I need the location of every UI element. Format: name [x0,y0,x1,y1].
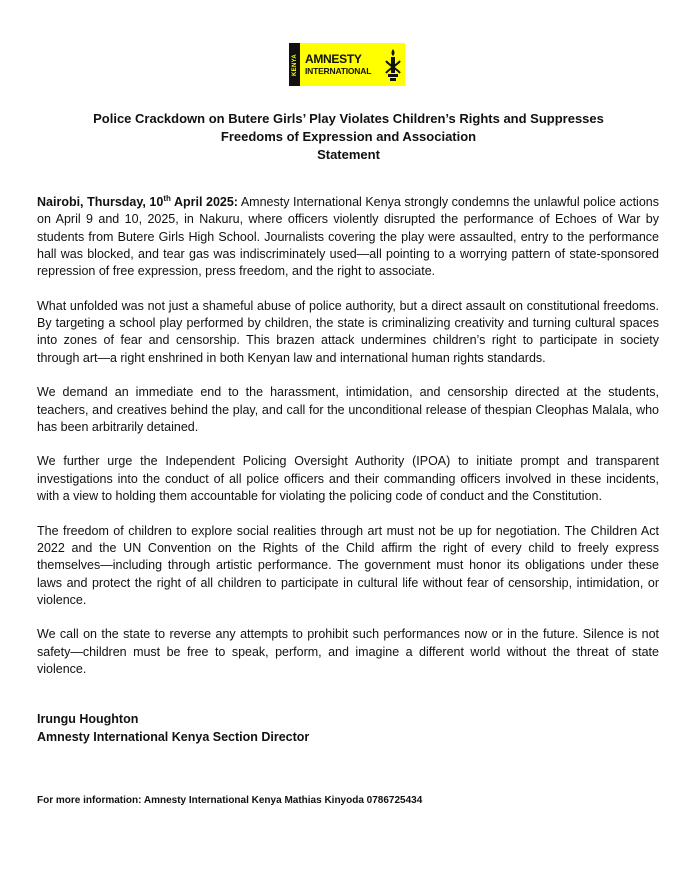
title-line-3: Statement [317,147,380,162]
paragraph-1 [37,194,659,280]
paragraph-5: The freedom of children to explore social realities through art must not be up for negotiation. The Children Act 2022 and the UN Convention on the Rights of the Child affirm the right of every child to freely express themselves—including through artistic performance. The government must honor its obligations under these laws and protect the right of all children to participate in cultural life without fear of censorship, intimidation, or violence. [37,523,659,607]
title-line-1: Police Crackdown on Butere Girls’ Play Violates Children’s Rights and Suppresses [93,111,604,126]
dateline-ordinal: th [163,193,171,203]
paragraph-3: We demand an immediate end to the harassment, intimidation, and censorship directed at the students, teachers, and creatives behind the play, and call for the unconditional release of thespian Cleophas Malala, who has been arbitrarily detained. [37,385,659,434]
logo-word-international: INTERNATIONAL [305,65,372,76]
dateline [37,195,238,209]
statement-body [37,194,659,696]
logo-kenya-text: KENYA [291,53,298,76]
contact-footer: For more information: Amnesty International Kenya Mathias Kinyoda 0786725434 [37,795,423,806]
dateline-main: Nairobi, Thursday, 10 [37,195,164,209]
logo-side-band [289,43,300,86]
signatory-role: Amnesty International Kenya Section Director [37,729,310,744]
paragraph-1-text: Amnesty International Kenya strongly condemns the unlawful police actions on April 9 and 10, 2025, in Nakuru, where officers violently disrupted the performance of Echoes of War by students from Butere Girls High School. Journalists covering the play were assaulted, entry to the performance hall was blocked, and tear gas was indiscriminately used—all pointing to a worrying pattern of state-sponsored repression of free expression, press freedom, and the right to associate. [37,195,659,279]
title-line-2: Freedoms of Expression and Association [220,129,477,144]
paragraph-2: What unfolded was not just a shameful abuse of police authority, but a direct assault on constitutional freedoms. By targeting a school play performed by children, the state is criminalizing creativity and turning cultural spaces into zones of fear and censorship. This brazen attack undermines children’s right to participate in society through art—a right enshrined in both Kenyan law and international human rights standards. [37,298,659,365]
signatory-name: Irungu Houghton [37,712,139,726]
signature-block [37,711,309,746]
amnesty-logo [289,43,405,86]
statement-title [40,110,657,164]
dateline-rest: April 2025: [170,195,238,209]
paragraph-6: We call on the state to reverse any attempts to prohibit such performances now or in the future. Silence is not safety—children must be free to speak, perform, and imagine a different world without the threat of state violence. [37,627,659,677]
paragraph-4: We further urge the Independent Policing Oversight Authority (IPOA) to initiate prompt and transparent investigations into the conduct of all police officers and their commanding officers involved in these incidents, with a view to holding them accountable for violating the policing code of conduct and the Constitution. [37,454,659,504]
logo-wordmark [300,43,381,86]
candle-icon [381,43,405,86]
logo-word-amnesty: AMNESTY [305,51,362,66]
